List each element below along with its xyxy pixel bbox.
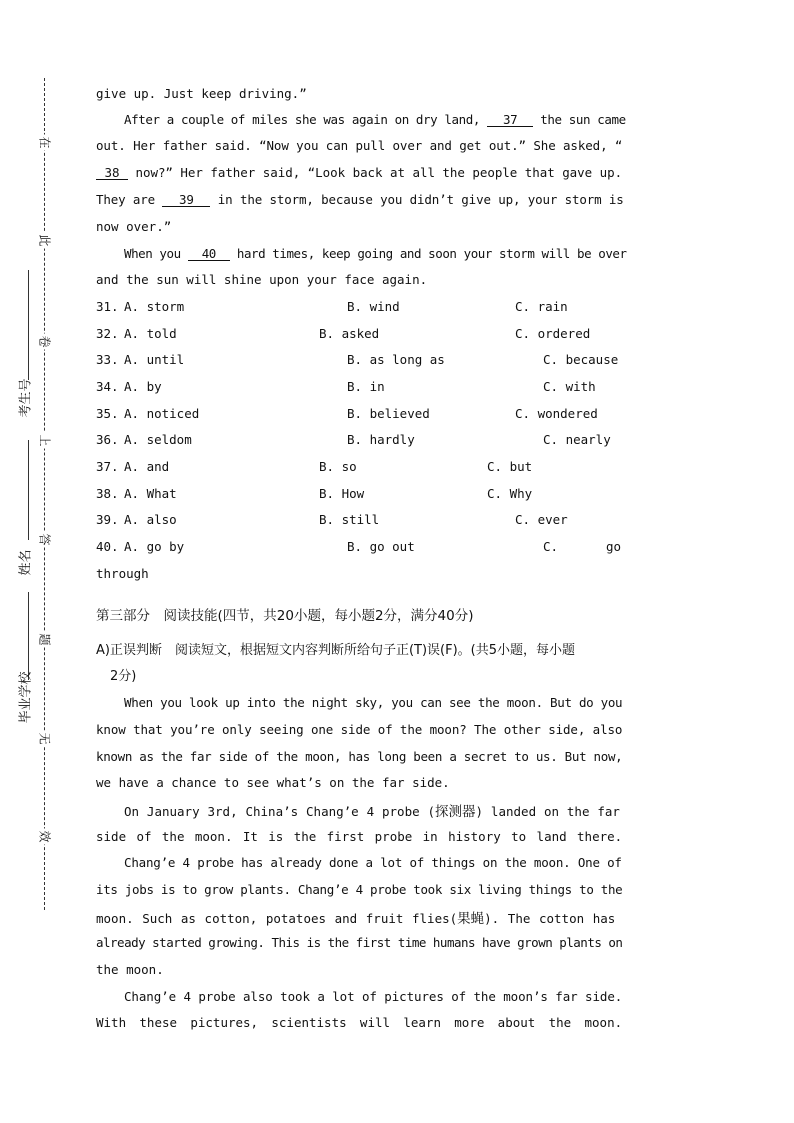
option-c: C. xyxy=(543,539,559,554)
passage-line: the moon. xyxy=(96,962,164,977)
option-b: B. go out xyxy=(347,539,415,554)
passage-line: When you look up into the night sky, you can see the moon. But do you xyxy=(124,695,623,710)
option-a: A. seldom xyxy=(124,432,192,447)
passage-text: the sun came xyxy=(533,112,626,127)
seal-char: 在 xyxy=(37,136,52,149)
passage-line: out. Her father said. “Now you can pull over and get out.” She asked, “ xyxy=(96,138,623,153)
passage-line: now over.” xyxy=(96,219,172,234)
school-label: 毕业学校 xyxy=(18,671,34,724)
section-subheading: 2分) xyxy=(110,669,137,684)
option-a: A. until xyxy=(124,352,185,367)
seal-char: 无 xyxy=(37,732,52,745)
option-a: A. also xyxy=(124,512,177,527)
option-b: B. hardly xyxy=(347,432,415,447)
passage-line xyxy=(96,165,622,180)
question-number: 31. xyxy=(96,299,119,314)
passage-line xyxy=(124,246,627,261)
question-number: 38. xyxy=(96,486,119,501)
section-heading: 第三部分 阅读技能(四节，共20小题，每小题2分，满分40分) xyxy=(96,608,474,624)
passage-gloss: 探测器 xyxy=(435,804,476,820)
option-c: C. wondered xyxy=(515,406,598,421)
question-number: 39. xyxy=(96,512,119,527)
passage-line xyxy=(96,907,615,927)
exam-number-line xyxy=(28,270,29,380)
passage-line xyxy=(124,800,620,820)
option-a: A. by xyxy=(124,379,162,394)
option-c-tail: go xyxy=(606,539,622,554)
passage-text: moon. Such as cotton, potatoes and fruit flies( xyxy=(96,911,458,926)
question-number: 33. xyxy=(96,352,119,367)
blank-37: 37 xyxy=(487,113,533,127)
question-number: 32. xyxy=(96,326,119,341)
option-a: A. told xyxy=(124,326,177,341)
seal-char: 上 xyxy=(37,434,52,447)
option-c: C. rain xyxy=(515,299,568,314)
passage-line xyxy=(96,192,624,207)
passage-line: already started growing. This is the first time humans have grown plants on xyxy=(96,935,623,950)
option-a: A. storm xyxy=(124,299,185,314)
question-number: 36. xyxy=(96,432,119,447)
question-number: 37. xyxy=(96,459,119,474)
option-a: A. What xyxy=(124,486,177,501)
passage-line: Chang’e 4 probe also took a lot of pictures of the moon’s far side. xyxy=(124,989,623,1004)
option-b: B. in xyxy=(347,379,385,394)
option-b: B. How xyxy=(319,486,365,501)
question-number: 34. xyxy=(96,379,119,394)
school-line xyxy=(28,592,29,680)
option-c: C. with xyxy=(543,379,596,394)
passage-text: in the storm, because you didn’t give up, your storm is xyxy=(210,192,624,207)
option-a: A. and xyxy=(124,459,170,474)
seal-char: 效 xyxy=(37,830,52,843)
passage-line: side of the moon. It is the first probe in history to land there. xyxy=(96,829,623,844)
binding-margin xyxy=(0,0,90,1123)
option-b: B. asked xyxy=(319,326,380,341)
passage-text: When you xyxy=(124,246,188,261)
option-a: A. noticed xyxy=(124,406,200,421)
option-c: C. Why xyxy=(487,486,533,501)
blank-40: 40 xyxy=(188,247,230,261)
name-label: 姓名 xyxy=(18,549,34,576)
passage-text: ) landed on the far xyxy=(475,804,620,819)
option-c: C. because xyxy=(543,352,619,367)
passage-line: we have a chance to see what’s on the far side. xyxy=(96,775,450,790)
option-b: B. so xyxy=(319,459,357,474)
option-b: B. as long as xyxy=(347,352,445,367)
name-line xyxy=(28,440,29,540)
passage-text: On January 3rd, China’s Chang’e 4 probe ( xyxy=(124,804,436,819)
option-a: A. go by xyxy=(124,539,185,554)
passage-text: hard times, keep going and soon your storm will be over xyxy=(229,246,627,261)
passage-line: and the sun will shine upon your face again. xyxy=(96,272,428,287)
seal-char: 卷 xyxy=(37,335,52,348)
option-c: C. ever xyxy=(515,512,568,527)
option-c: C. ordered xyxy=(515,326,591,341)
seal-char: 此 xyxy=(37,234,52,247)
option-b: B. wind xyxy=(347,299,400,314)
passage-line: its jobs is to grow plants. Chang’e 4 probe took six living things to the xyxy=(96,882,623,897)
exam-number-label: 考生号 xyxy=(18,378,34,418)
passage-line: With these pictures, scientists will learn more about the moon. xyxy=(96,1015,623,1030)
passage-line: known as the far side of the moon, has long been a secret to us. But now, xyxy=(96,749,623,764)
passage-text: After a couple of miles she was again on dry land, xyxy=(124,112,488,127)
question-number: 35. xyxy=(96,406,119,421)
option-b: B. still xyxy=(319,512,380,527)
passage-line: know that you’re only seeing one side of the moon? The other side, also xyxy=(96,722,623,737)
section-subheading: A)正误判断 阅读短文，根据短文内容判断所给句子正(T)误(F)。(共5小题，每小题 xyxy=(96,643,576,658)
seal-char: 题 xyxy=(37,633,52,646)
passage-line: give up. Just keep driving.” xyxy=(96,86,307,101)
passage-line: Chang’e 4 probe has already done a lot of things on the moon. One of xyxy=(124,855,622,870)
passage-text: They are xyxy=(96,192,163,207)
question-number: 40. xyxy=(96,539,119,554)
passage-gloss: 果蝇 xyxy=(457,911,485,927)
option-c: C. nearly xyxy=(543,432,611,447)
blank-39: 39 xyxy=(162,193,210,207)
option-c-wrap: through xyxy=(96,566,149,581)
passage-text: ). The cotton has xyxy=(484,911,616,926)
passage-line xyxy=(124,112,626,127)
passage-text: now?” Her father said, “Look back at all the people that gave up. xyxy=(128,165,623,180)
seal-dashed-line xyxy=(44,78,45,910)
seal-char: 答 xyxy=(37,533,52,546)
option-c: C. but xyxy=(487,459,533,474)
option-b: B. believed xyxy=(347,406,430,421)
blank-38: 38 xyxy=(96,166,128,180)
